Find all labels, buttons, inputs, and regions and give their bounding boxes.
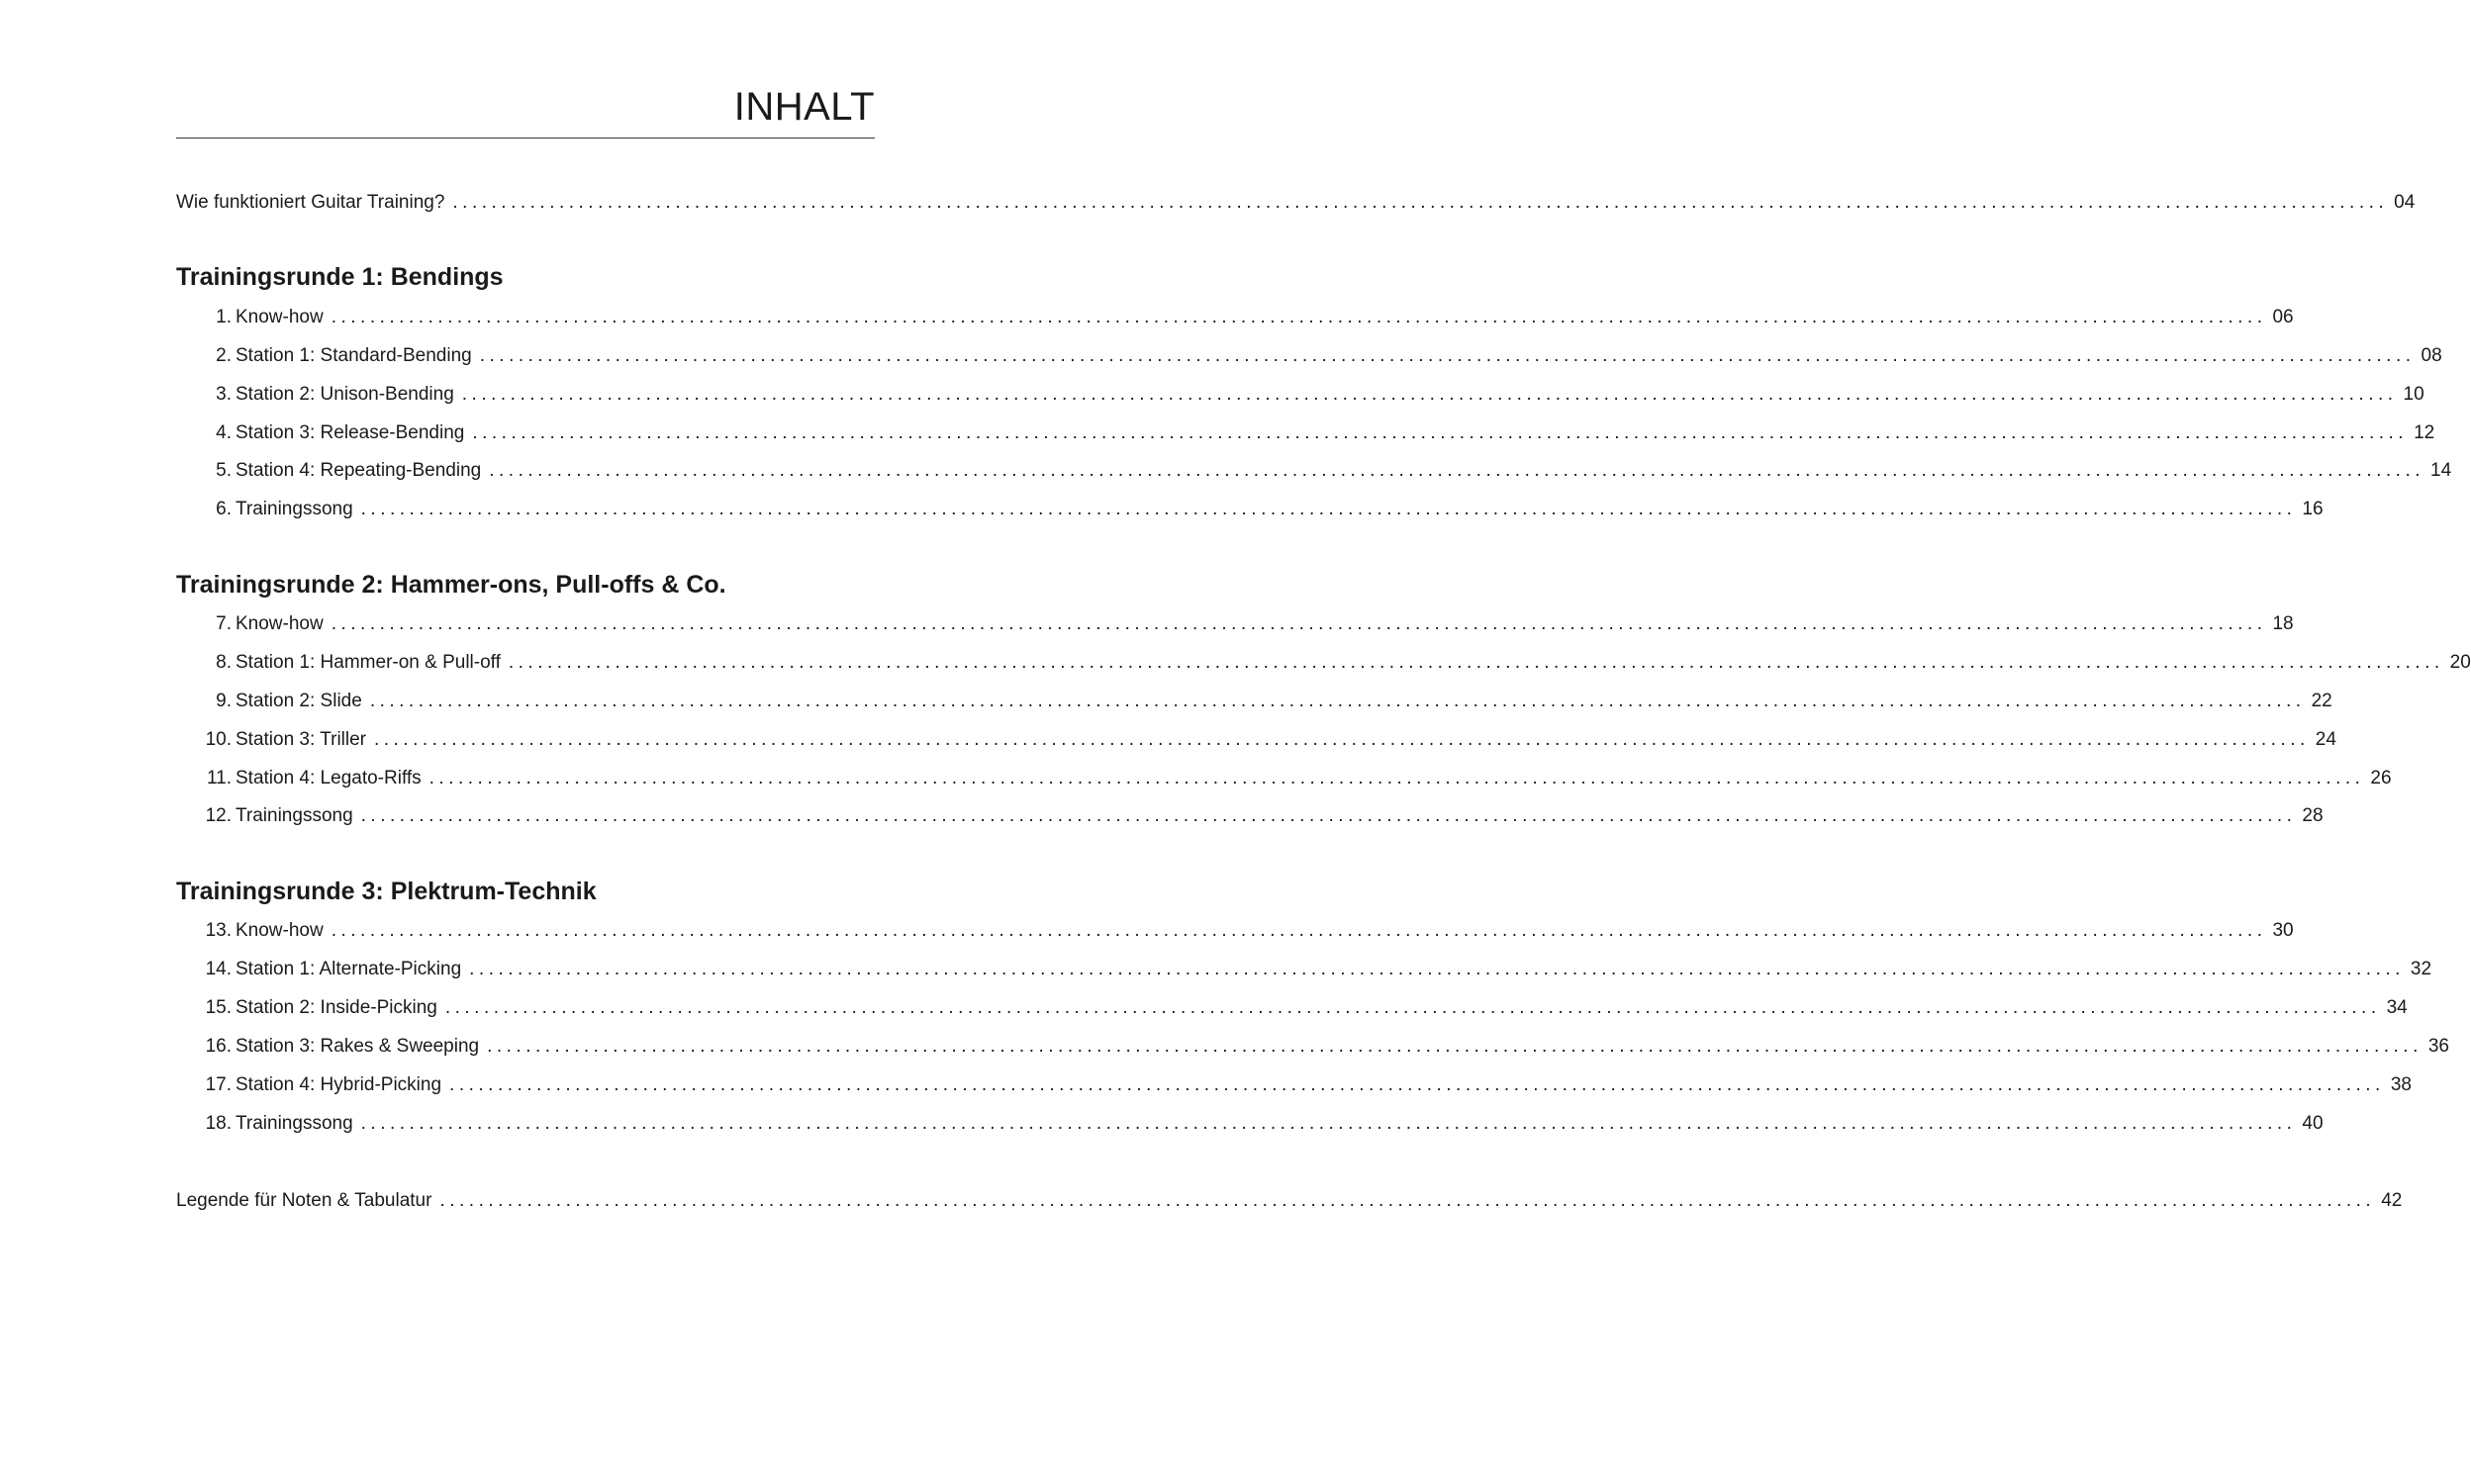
toc-entry-legend[interactable] (176, 1187, 2403, 1215)
leader-dots: ........................................................................................................................................................................................................ (461, 384, 2398, 405)
toc-entry-label: Know-how (236, 920, 324, 941)
leader-dots: ........................................................................................................................................................................................................ (360, 499, 2297, 519)
leader-dots: ........................................................................................................................................................................................................ (479, 345, 2416, 366)
leader-dots: ........................................................................................................................................................................................................ (508, 652, 2444, 673)
leader-dots: ........................................................................................................................................................................................................ (360, 1113, 2297, 1134)
toc-entry-label: Station 4: Repeating-Bending (236, 460, 482, 481)
toc-entry-label: Station 3: Release-Bending (236, 422, 465, 443)
toc-entry-number: 11. (206, 768, 232, 788)
toc-entry-page: 16 (2302, 499, 2324, 519)
toc-entry-label: Station 1: Standard-Bending (236, 345, 472, 366)
toc-entry[interactable] (202, 802, 2324, 830)
toc-entry-label: Station 1: Hammer-on & Pull-off (236, 652, 501, 673)
toc-entry-number: 16. (205, 1036, 232, 1057)
toc-entry-number: 8. (216, 652, 232, 673)
toc-entry[interactable] (202, 688, 2332, 715)
toc-entry-label: Wie funktioniert Guitar Training? (176, 192, 445, 213)
toc-entry-number: 10. (205, 729, 232, 750)
toc-entry-label: Trainingssong (236, 805, 353, 826)
toc-entry[interactable] (202, 342, 2442, 370)
toc-entry-page: 26 (2370, 768, 2392, 788)
leader-dots: ........................................................................................................................................................................................................ (487, 1036, 2423, 1057)
toc-entry-page: 20 (2449, 652, 2471, 673)
toc-entry-label: Station 2: Inside-Picking (236, 997, 437, 1018)
toc-entry-label: Station 4: Legato-Riffs (236, 768, 422, 788)
leader-dots: ........................................................................................................................................................................................................ (369, 691, 2306, 711)
leader-dots: ........................................................................................................................................................................................................ (360, 805, 2297, 826)
toc-entry-page: 32 (2410, 959, 2432, 979)
toc-entry[interactable] (202, 994, 2408, 1022)
toc-entry-intro[interactable] (176, 189, 2416, 217)
toc-entry-page: 12 (2414, 422, 2435, 443)
toc-entry-number: 6. (216, 499, 232, 519)
toc-entry-label: Station 3: Rakes & Sweeping (236, 1036, 480, 1057)
toc-entry-number: 13. (205, 920, 232, 941)
toc-entry-number: 1. (216, 307, 232, 327)
section-heading-2: Trainingsrunde 2: Hammer-ons, Pull-offs & Co. (176, 571, 726, 599)
toc-entry[interactable] (202, 765, 2392, 792)
toc-entry-label: Legende für Noten & Tabulatur (176, 1190, 432, 1211)
toc-entry-page: 14 (2430, 460, 2452, 481)
toc-entry[interactable] (202, 381, 2424, 409)
toc-entry-page: 30 (2272, 920, 2294, 941)
toc-entry-number: 12. (205, 805, 232, 826)
toc-entry[interactable] (202, 917, 2294, 945)
leader-dots: ........................................................................................................................................................................................................ (469, 959, 2405, 979)
toc-entry[interactable] (202, 610, 2294, 638)
leader-dots: ........................................................................................................................................................................................................ (452, 192, 2389, 213)
toc-entry-page: 28 (2302, 805, 2324, 826)
toc-entry[interactable] (202, 496, 2324, 523)
toc-entry-number: 2. (216, 345, 232, 366)
leader-dots: ........................................................................................................................................................................................................ (472, 422, 2409, 443)
toc-entry[interactable] (202, 457, 2452, 485)
toc-entry-page: 04 (2394, 192, 2416, 213)
section-heading-3: Trainingsrunde 3: Plektrum-Technik (176, 878, 597, 905)
toc-entry[interactable] (202, 726, 2336, 754)
toc-entry-label: Station 2: Unison-Bending (236, 384, 454, 405)
page-title: INHALT (733, 85, 875, 129)
toc-entry-page: 36 (2427, 1036, 2449, 1057)
leader-dots: ........................................................................................................................................................................................................ (331, 613, 2267, 634)
toc-entry[interactable] (202, 1033, 2449, 1061)
toc-entry[interactable] (202, 956, 2432, 983)
leader-dots: ........................................................................................................................................................................................................ (428, 768, 2365, 788)
toc-entry-page: 40 (2302, 1113, 2324, 1134)
leader-dots: ........................................................................................................................................................................................................ (374, 729, 2310, 750)
toc-entry-page: 10 (2403, 384, 2424, 405)
toc-entry-page: 34 (2386, 997, 2408, 1018)
toc-entry-label: Station 2: Slide (236, 691, 362, 711)
toc-entry-number: 14. (205, 959, 232, 979)
toc-entry-label: Station 4: Hybrid-Picking (236, 1074, 442, 1095)
toc-entry-label: Know-how (236, 307, 324, 327)
toc-entry-page: 38 (2390, 1074, 2412, 1095)
toc-entry-page: 06 (2272, 307, 2294, 327)
toc-entry-number: 7. (216, 613, 232, 634)
toc-entry-number: 18. (205, 1113, 232, 1134)
toc-entry[interactable] (202, 419, 2435, 447)
toc-entry-number: 15. (205, 997, 232, 1018)
toc-entry-label: Trainingssong (236, 499, 353, 519)
leader-dots: ........................................................................................................................................................................................................ (439, 1190, 2376, 1211)
toc-entry-label: Know-how (236, 613, 324, 634)
toc-entry[interactable] (202, 304, 2294, 331)
leader-dots: ........................................................................................................................................................................................................ (331, 920, 2267, 941)
toc-entry-label: Trainingssong (236, 1113, 353, 1134)
toc-entry-page: 22 (2311, 691, 2332, 711)
toc-entry-label: Station 1: Alternate-Picking (236, 959, 462, 979)
toc-entry-number: 3. (216, 384, 232, 405)
toc-entry[interactable] (202, 1110, 2324, 1138)
leader-dots: ........................................................................................................................................................................................................ (331, 307, 2267, 327)
toc-entry-number: 5. (216, 460, 232, 481)
toc-entry-number: 17. (205, 1074, 232, 1095)
toc-entry[interactable] (202, 649, 2471, 677)
leader-dots: ........................................................................................................................................................................................................ (489, 460, 2424, 481)
leader-dots: ........................................................................................................................................................................................................ (444, 997, 2381, 1018)
toc-entry-number: 4. (216, 422, 232, 443)
toc-entry-page: 18 (2272, 613, 2294, 634)
toc-entry-label: Station 3: Triller (236, 729, 366, 750)
toc-entry-page: 24 (2315, 729, 2336, 750)
toc-entry-page: 42 (2381, 1190, 2403, 1211)
leader-dots: ........................................................................................................................................................................................................ (449, 1074, 2385, 1095)
title-divider (176, 138, 875, 139)
toc-entry-page: 08 (2421, 345, 2442, 366)
section-heading-1: Trainingsrunde 1: Bendings (176, 263, 504, 291)
toc-entry[interactable] (202, 1071, 2412, 1099)
toc-entry-number: 9. (216, 691, 232, 711)
